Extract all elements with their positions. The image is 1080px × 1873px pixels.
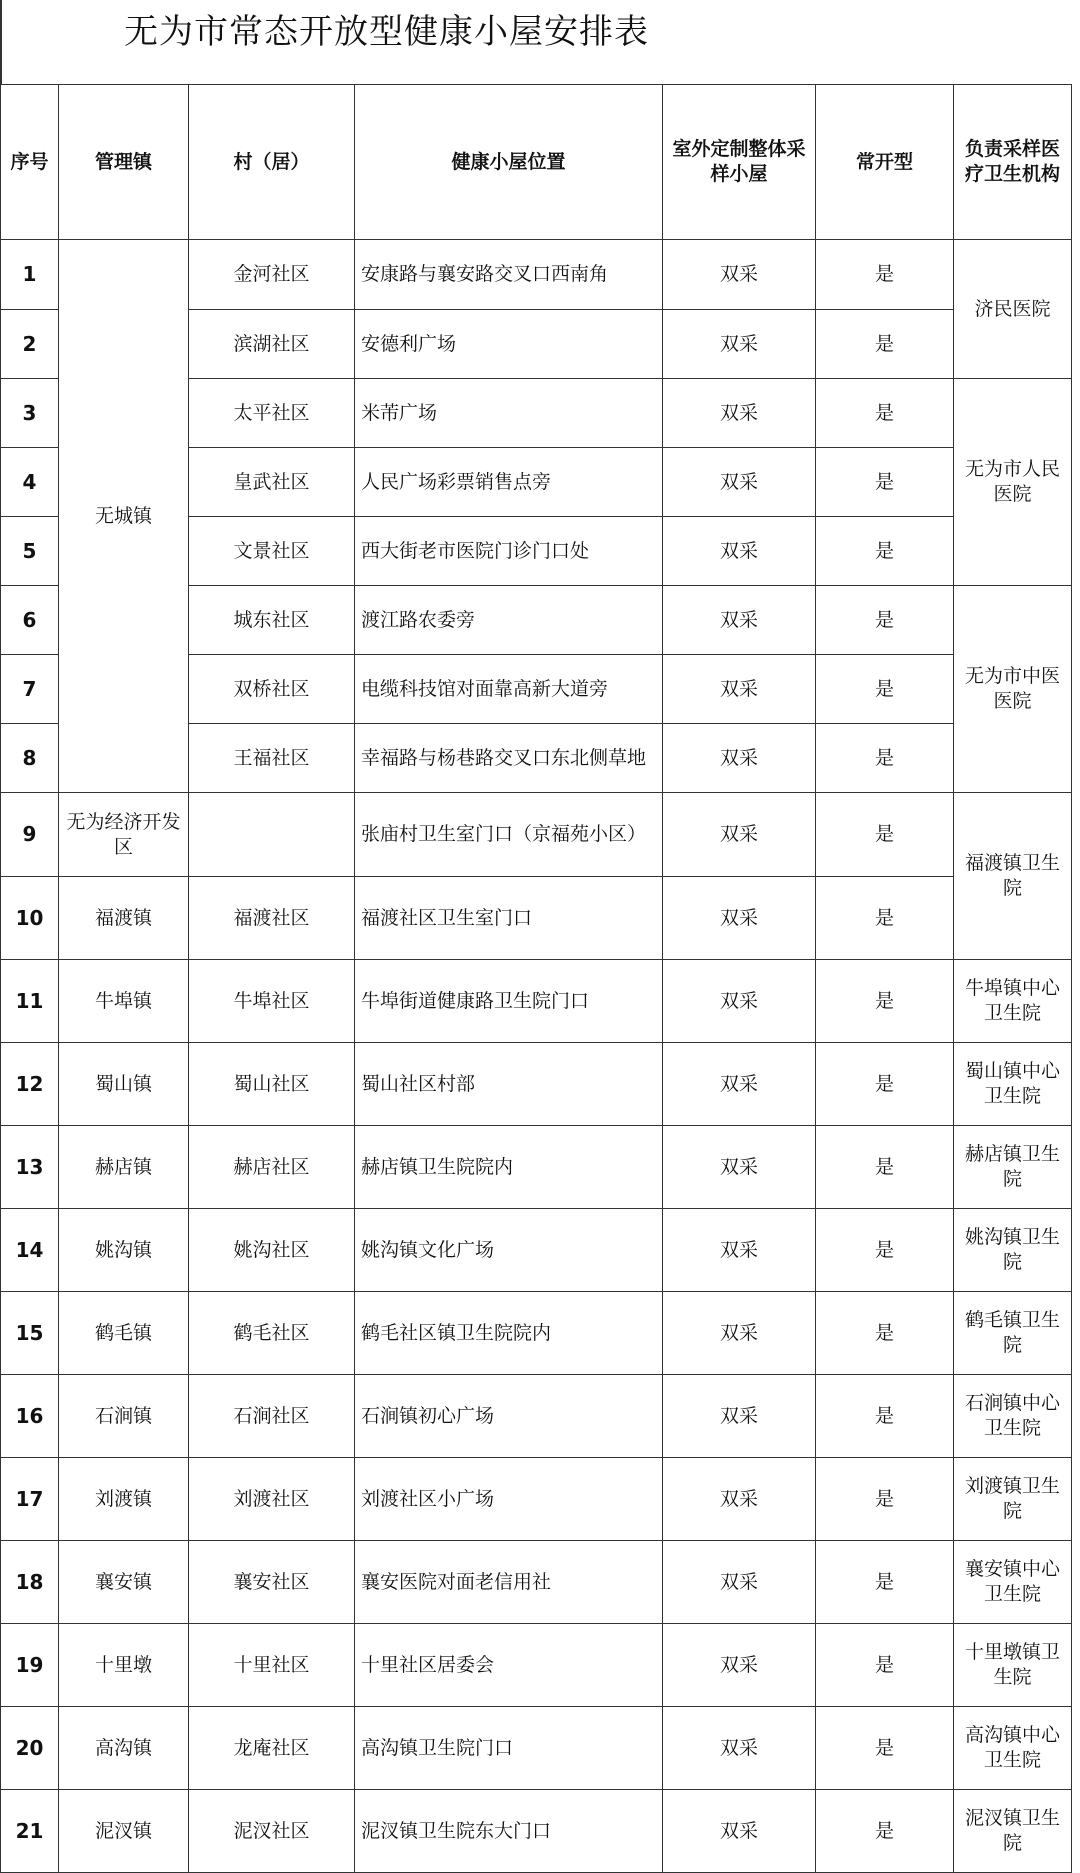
cell-open: 是: [816, 877, 954, 960]
table-row: [1, 1707, 1072, 1790]
cell-village: 泥汊社区: [189, 1790, 355, 1873]
cell-seq: 2: [1, 310, 59, 379]
cell-village: 太平社区: [189, 379, 355, 448]
table-row: [1, 1458, 1072, 1541]
cell-agency: 无为市中医医院: [954, 586, 1072, 793]
cell-open: 是: [816, 517, 954, 586]
cell-village: 龙庵社区: [189, 1707, 355, 1790]
schedule-table: [0, 84, 1072, 1873]
cell-agency: 泥汊镇卫生院: [954, 1790, 1072, 1873]
cell-outdoor: 双采: [663, 1541, 816, 1624]
header-always-open: 常开型: [816, 85, 954, 240]
cell-outdoor: 双采: [663, 517, 816, 586]
table-row: [1, 1541, 1072, 1624]
header-seq: 序号: [1, 85, 59, 240]
header-town: 管理镇: [59, 85, 189, 240]
cell-agency: 刘渡镇卫生院: [954, 1458, 1072, 1541]
cell-seq: 21: [1, 1790, 59, 1873]
cell-village: 王福社区: [189, 724, 355, 793]
cell-location: 安康路与襄安路交叉口西南角: [355, 240, 663, 310]
cell-open: 是: [816, 1209, 954, 1292]
cell-village: 双桥社区: [189, 655, 355, 724]
cell-village: 石涧社区: [189, 1375, 355, 1458]
cell-seq: 3: [1, 379, 59, 448]
cell-seq: 6: [1, 586, 59, 655]
table-row: [1, 1624, 1072, 1707]
table-row: [1, 1126, 1072, 1209]
cell-seq: 11: [1, 960, 59, 1043]
cell-location: 渡江路农委旁: [355, 586, 663, 655]
cell-agency: 蜀山镇中心卫生院: [954, 1043, 1072, 1126]
cell-town: 无城镇: [59, 240, 189, 793]
cell-open: 是: [816, 310, 954, 379]
cell-location: 张庙村卫生室门口（京福苑小区）: [355, 793, 663, 877]
cell-location: 蜀山社区村部: [355, 1043, 663, 1126]
cell-village: 城东社区: [189, 586, 355, 655]
table-row: [1, 1375, 1072, 1458]
cell-location: 电缆科技馆对面靠高新大道旁: [355, 655, 663, 724]
cell-seq: 7: [1, 655, 59, 724]
cell-seq: 20: [1, 1707, 59, 1790]
cell-seq: 9: [1, 793, 59, 877]
cell-town: 石涧镇: [59, 1375, 189, 1458]
cell-village: 十里社区: [189, 1624, 355, 1707]
cell-village: 赫店社区: [189, 1126, 355, 1209]
table-row: [1, 1043, 1072, 1126]
cell-open: 是: [816, 1624, 954, 1707]
table-row: [1, 1790, 1072, 1873]
cell-village: 襄安社区: [189, 1541, 355, 1624]
cell-agency: 高沟镇中心卫生院: [954, 1707, 1072, 1790]
cell-village: 福渡社区: [189, 877, 355, 960]
cell-outdoor: 双采: [663, 1126, 816, 1209]
cell-village: 蜀山社区: [189, 1043, 355, 1126]
cell-open: 是: [816, 1375, 954, 1458]
cell-agency: 济民医院: [954, 240, 1072, 379]
cell-location: 泥汊镇卫生院东大门口: [355, 1790, 663, 1873]
cell-town: 鹤毛镇: [59, 1292, 189, 1375]
cell-village: [189, 793, 355, 877]
header-outdoor: 室外定制整体采样小屋: [663, 85, 816, 240]
cell-open: 是: [816, 1707, 954, 1790]
cell-open: 是: [816, 960, 954, 1043]
cell-seq: 17: [1, 1458, 59, 1541]
cell-location: 牛埠街道健康路卫生院门口: [355, 960, 663, 1043]
cell-outdoor: 双采: [663, 310, 816, 379]
cell-town: 刘渡镇: [59, 1458, 189, 1541]
cell-town: 姚沟镇: [59, 1209, 189, 1292]
cell-open: 是: [816, 655, 954, 724]
cell-agency: 姚沟镇卫生院: [954, 1209, 1072, 1292]
cell-seq: 12: [1, 1043, 59, 1126]
cell-open: 是: [816, 448, 954, 517]
cell-seq: 16: [1, 1375, 59, 1458]
cell-location: 人民广场彩票销售点旁: [355, 448, 663, 517]
table-row: [1, 793, 1072, 877]
cell-outdoor: 双采: [663, 877, 816, 960]
cell-open: 是: [816, 240, 954, 310]
cell-location: 福渡社区卫生室门口: [355, 877, 663, 960]
cell-seq: 10: [1, 877, 59, 960]
cell-outdoor: 双采: [663, 1624, 816, 1707]
cell-agency: 赫店镇卫生院: [954, 1126, 1072, 1209]
cell-location: 十里社区居委会: [355, 1624, 663, 1707]
cell-outdoor: 双采: [663, 1292, 816, 1375]
cell-location: 安德利广场: [355, 310, 663, 379]
cell-location: 米芾广场: [355, 379, 663, 448]
cell-town: 高沟镇: [59, 1707, 189, 1790]
cell-location: 赫店镇卫生院院内: [355, 1126, 663, 1209]
cell-seq: 15: [1, 1292, 59, 1375]
cell-outdoor: 双采: [663, 1209, 816, 1292]
cell-town: 十里墩: [59, 1624, 189, 1707]
cell-agency: 襄安镇中心卫生院: [954, 1541, 1072, 1624]
header-agency: 负责采样医疗卫生机构: [954, 85, 1072, 240]
cell-seq: 1: [1, 240, 59, 310]
cell-location: 襄安医院对面老信用社: [355, 1541, 663, 1624]
cell-open: 是: [816, 1790, 954, 1873]
cell-agency: 鹤毛镇卫生院: [954, 1292, 1072, 1375]
cell-location: 西大街老市医院门诊门口处: [355, 517, 663, 586]
cell-outdoor: 双采: [663, 586, 816, 655]
cell-seq: 8: [1, 724, 59, 793]
cell-town: 蜀山镇: [59, 1043, 189, 1126]
cell-agency: 福渡镇卫生院: [954, 793, 1072, 960]
cell-outdoor: 双采: [663, 960, 816, 1043]
cell-location: 幸福路与杨巷路交叉口东北侧草地: [355, 724, 663, 793]
cell-seq: 4: [1, 448, 59, 517]
cell-seq: 19: [1, 1624, 59, 1707]
table-row: [1, 877, 1072, 960]
cell-open: 是: [816, 1292, 954, 1375]
cell-outdoor: 双采: [663, 724, 816, 793]
cell-agency: 牛埠镇中心卫生院: [954, 960, 1072, 1043]
table-row: [1, 1209, 1072, 1292]
cell-seq: 13: [1, 1126, 59, 1209]
cell-outdoor: 双采: [663, 1043, 816, 1126]
cell-outdoor: 双采: [663, 655, 816, 724]
cell-village: 皇武社区: [189, 448, 355, 517]
header-row: [1, 85, 1072, 240]
cell-village: 姚沟社区: [189, 1209, 355, 1292]
cell-town: 牛埠镇: [59, 960, 189, 1043]
cell-seq: 5: [1, 517, 59, 586]
cell-location: 石涧镇初心广场: [355, 1375, 663, 1458]
table-body: [1, 240, 1072, 1873]
cell-town: 赫店镇: [59, 1126, 189, 1209]
table-row: [1, 240, 1072, 310]
cell-agency: 无为市人民医院: [954, 379, 1072, 586]
cell-open: 是: [816, 379, 954, 448]
page-title: 无为市常态开放型健康小屋安排表: [124, 12, 649, 52]
cell-location: 高沟镇卫生院门口: [355, 1707, 663, 1790]
cell-village: 牛埠社区: [189, 960, 355, 1043]
table-row: [1, 1292, 1072, 1375]
cell-village: 鹤毛社区: [189, 1292, 355, 1375]
cell-location: 姚沟镇文化广场: [355, 1209, 663, 1292]
cell-open: 是: [816, 1126, 954, 1209]
cell-outdoor: 双采: [663, 379, 816, 448]
cell-outdoor: 双采: [663, 448, 816, 517]
cell-village: 金河社区: [189, 240, 355, 310]
table-row: [1, 960, 1072, 1043]
cell-village: 文景社区: [189, 517, 355, 586]
cell-outdoor: 双采: [663, 1458, 816, 1541]
cell-town: 无为经济开发区: [59, 793, 189, 877]
cell-location: 刘渡社区小广场: [355, 1458, 663, 1541]
cell-village: 滨湖社区: [189, 310, 355, 379]
cell-town: 襄安镇: [59, 1541, 189, 1624]
cell-open: 是: [816, 793, 954, 877]
cell-open: 是: [816, 586, 954, 655]
cell-outdoor: 双采: [663, 1790, 816, 1873]
cell-location: 鹤毛社区镇卫生院院内: [355, 1292, 663, 1375]
header-village: 村（居）: [189, 85, 355, 240]
cell-town: 泥汊镇: [59, 1790, 189, 1873]
cell-outdoor: 双采: [663, 1707, 816, 1790]
cell-open: 是: [816, 1043, 954, 1126]
cell-agency: 石涧镇中心卫生院: [954, 1375, 1072, 1458]
cell-seq: 14: [1, 1209, 59, 1292]
cell-outdoor: 双采: [663, 793, 816, 877]
cell-agency: 十里墩镇卫生院: [954, 1624, 1072, 1707]
cell-open: 是: [816, 1458, 954, 1541]
left-border: [0, 0, 2, 84]
header-location: 健康小屋位置: [355, 85, 663, 240]
cell-village: 刘渡社区: [189, 1458, 355, 1541]
cell-outdoor: 双采: [663, 1375, 816, 1458]
cell-open: 是: [816, 724, 954, 793]
cell-outdoor: 双采: [663, 240, 816, 310]
cell-seq: 18: [1, 1541, 59, 1624]
cell-town: 福渡镇: [59, 877, 189, 960]
cell-open: 是: [816, 1541, 954, 1624]
